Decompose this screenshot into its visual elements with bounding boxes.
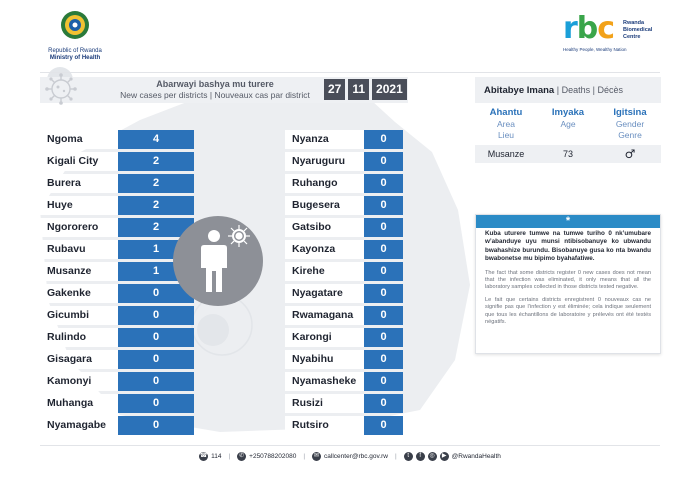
- district-row: [40, 394, 194, 413]
- district-row: [40, 306, 194, 325]
- note-card: [475, 214, 661, 354]
- district-row: [285, 130, 403, 149]
- district-name: Musanze: [47, 265, 92, 277]
- whatsapp-icon: ✆: [239, 453, 245, 459]
- rbc-name: Rwanda Biomedical Centre: [623, 20, 653, 40]
- district-name: Nyabihu: [292, 353, 334, 365]
- district-case-count: 2: [118, 174, 194, 193]
- district-case-count: 0: [364, 284, 403, 303]
- district-name: Nyaruguru: [292, 155, 346, 167]
- date-day: 27: [324, 79, 345, 100]
- district-row: [285, 306, 403, 325]
- rbc-letter-r: r: [563, 11, 577, 46]
- district-row: [285, 284, 403, 303]
- district-case-count: 0: [364, 152, 403, 171]
- facebook-icon: f: [416, 452, 425, 461]
- deaths-title-kin: Abitabye Imana: [484, 85, 555, 96]
- column-area: Ahantu Area Lieu: [489, 107, 523, 140]
- district-case-count: 4: [118, 130, 194, 149]
- district-name: Huye: [47, 199, 73, 211]
- district-name: Nyanza: [292, 133, 329, 145]
- district-name: Gicumbi: [47, 309, 90, 321]
- district-row: [40, 174, 194, 193]
- district-name: Rutsiro: [292, 419, 329, 431]
- phone-number: +250788202080: [249, 453, 297, 460]
- district-row: [285, 240, 403, 259]
- district-name: Kamonyi: [47, 375, 92, 387]
- district-row: [40, 350, 194, 369]
- district-case-count: 2: [118, 196, 194, 215]
- district-name: Nyamagabe: [47, 419, 106, 431]
- district-row: [285, 218, 403, 237]
- district-case-count: 0: [364, 174, 403, 193]
- date-month: 11: [348, 79, 369, 100]
- district-row: [285, 196, 403, 215]
- district-name: Kigali City: [47, 155, 99, 167]
- district-case-count: 0: [364, 262, 403, 281]
- district-name: Nyagatare: [292, 287, 343, 299]
- email-address[interactable]: callcenter@rbc.gov.rw: [324, 453, 388, 460]
- republic-of-rwanda-logo: [44, 10, 106, 61]
- district-row: [285, 328, 403, 347]
- rbc-tagline: Healthy People, Wealthy Nation: [563, 47, 627, 52]
- death-area: Musanze: [487, 149, 525, 159]
- district-case-count: 0: [364, 416, 403, 435]
- district-case-count: 0: [118, 416, 194, 435]
- district-case-count: 0: [118, 350, 194, 369]
- death-age: 73: [562, 149, 573, 159]
- hotline-number: 114: [211, 453, 222, 460]
- district-name: Rusizi: [292, 397, 323, 409]
- district-name: Kirehe: [292, 265, 325, 277]
- report-date: [324, 79, 407, 100]
- column-gender: Igitsina Gender Genre: [613, 107, 647, 140]
- note-english: The fact that some districts register 0 new cases does not mean that the infection was eliminated, it only means that all the laboratory samples collected in those districts tested negative.: [485, 269, 651, 291]
- header-divider: [40, 72, 660, 73]
- district-case-count: 1: [118, 240, 194, 259]
- district-case-count: 0: [364, 306, 403, 325]
- person-virus-icon: [173, 216, 263, 306]
- district-name: Kayonza: [292, 243, 336, 255]
- district-name: Karongi: [292, 331, 332, 343]
- district-row: [40, 262, 194, 281]
- district-case-count: 1: [118, 262, 194, 281]
- district-row: [40, 130, 194, 149]
- ministry-name: Ministry of Health: [49, 55, 101, 61]
- district-case-count: 0: [364, 372, 403, 391]
- district-case-count: 2: [118, 218, 194, 237]
- district-row: [285, 416, 403, 435]
- district-name: Ruhango: [292, 177, 338, 189]
- note-french: Le fait que certains districts enregistrent 0 nouveaux cas ne signifie pas que l’infection y est éliminée; cela indique seulement que tous les échantillons de laboratoire y prélevés ont été testés négatifs.: [485, 296, 651, 326]
- gov-name: Republic of Rwanda: [48, 48, 102, 54]
- title-english-french: New cases per districts | Nouveaux cas par district: [120, 90, 310, 100]
- district-case-count: 0: [364, 394, 403, 413]
- district-name: Gatsibo: [292, 221, 332, 233]
- district-row: [40, 196, 194, 215]
- social-handle[interactable]: @RwandaHealth: [451, 453, 501, 460]
- district-case-count: 0: [364, 240, 403, 259]
- male-gender-icon: ♂: [624, 147, 636, 161]
- district-name: Rubavu: [47, 243, 86, 255]
- deaths-panel: [475, 77, 661, 163]
- deaths-title-en: Deaths: [561, 85, 591, 95]
- district-row: [285, 262, 403, 281]
- asterisk-icon: *: [476, 215, 660, 228]
- district-case-count: 0: [118, 284, 194, 303]
- column-age: Imyaka Age: [551, 107, 585, 129]
- district-row: [40, 152, 194, 171]
- district-row: [285, 372, 403, 391]
- district-row: [40, 416, 194, 435]
- district-case-count: 0: [118, 306, 194, 325]
- deaths-header: Abitabye Imana | Deaths | Décès: [475, 77, 661, 103]
- district-row: [40, 240, 194, 259]
- email-icon: ✉: [314, 453, 320, 459]
- district-row: [40, 328, 194, 347]
- district-name: Gakenke: [47, 287, 91, 299]
- district-case-count: 0: [364, 328, 403, 347]
- district-case-count: 0: [118, 372, 194, 391]
- rbc-logo: [563, 11, 663, 58]
- district-row: [285, 350, 403, 369]
- district-case-count: 0: [364, 130, 403, 149]
- district-case-count: 0: [118, 328, 194, 347]
- district-row: [40, 284, 194, 303]
- district-case-count: 2: [118, 152, 194, 171]
- rbc-letter-b: b: [576, 11, 598, 46]
- virus-icon: [44, 72, 78, 106]
- district-name: Nyamasheke: [292, 375, 357, 387]
- district-name: Ngororero: [47, 221, 99, 233]
- deaths-row: [475, 145, 661, 163]
- district-name: Bugesera: [292, 199, 340, 211]
- phone-icon: ☎: [199, 453, 208, 459]
- district-row: [285, 394, 403, 413]
- instagram-icon: ◎: [429, 453, 435, 459]
- district-case-count: 0: [364, 196, 403, 215]
- district-case-count: 0: [118, 394, 194, 413]
- district-name: Rwamagana: [292, 309, 354, 321]
- district-case-count: 0: [364, 218, 403, 237]
- youtube-icon: ▶: [440, 452, 449, 461]
- district-name: Gisagara: [47, 353, 92, 365]
- date-year: 2021: [372, 79, 407, 100]
- deaths-title-fr: Décès: [597, 85, 624, 95]
- footer: ☎ 114 | ✆ +250788202080 | ✉ callcenter@rbc.gov.rw | t f ◎ ▶ @RwandaHealth: [199, 453, 501, 460]
- district-name: Rulindo: [47, 331, 87, 343]
- twitter-icon: t: [404, 452, 413, 461]
- district-name: Burera: [47, 177, 81, 189]
- district-row: [285, 152, 403, 171]
- title-kinyarwanda: Abarwayi bashya mu turere: [156, 79, 274, 89]
- district-name: Ngoma: [47, 133, 83, 145]
- national-seal-icon: [60, 10, 90, 40]
- district-name: Muhanga: [47, 397, 94, 409]
- rbc-letter-c: c: [597, 11, 615, 46]
- deaths-column-headers: [475, 107, 661, 141]
- footer-divider: [40, 445, 660, 446]
- district-row: [40, 372, 194, 391]
- note-kinyarwanda: Kuba uturere tumwe na tumwe turiho 0 nk’umubare w’abanduye uyu munsi ntibisobanuye ko ubwandu bwahashize burundu. Bisobanuye gusa ko nta bwandu bwabonetse mu bipimo byahafatiwe.: [485, 230, 651, 263]
- district-row: [40, 218, 194, 237]
- district-case-count: 0: [364, 350, 403, 369]
- district-row: [285, 174, 403, 193]
